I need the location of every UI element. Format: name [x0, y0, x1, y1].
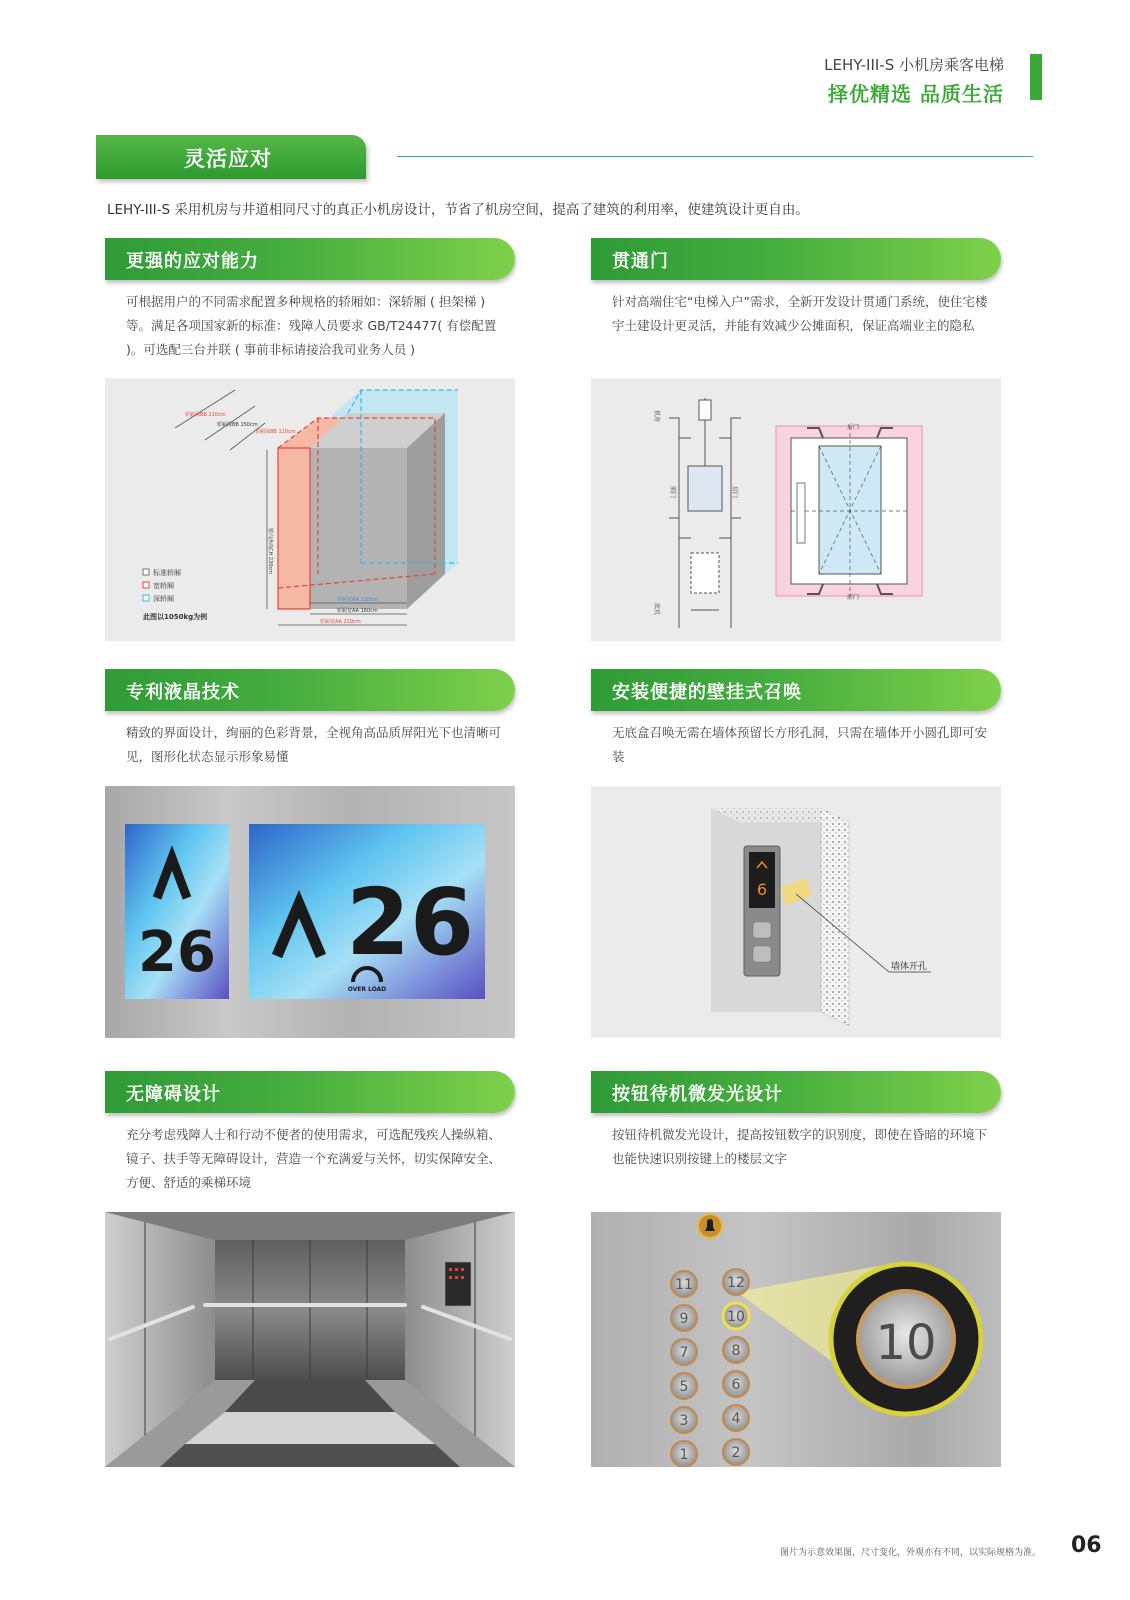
diagram-note: 此图以1050kg为例	[143, 613, 208, 621]
section-rear-label: 后门	[731, 486, 738, 499]
wall-call-diagram	[591, 786, 1001, 1038]
feature-header-wall-call	[591, 669, 1001, 711]
call-panel-floor: 6	[756, 880, 768, 899]
feature-title: 无障碍设计	[126, 1084, 221, 1105]
plan-front-label: 前门	[847, 594, 860, 601]
lcd-display-photo	[105, 786, 515, 1038]
call-up-button	[753, 922, 771, 938]
feature-title: 更强的应对能力	[126, 251, 259, 272]
legend-deep: 深轿厢	[153, 595, 174, 603]
floor-button-label: 5	[679, 1379, 689, 1395]
wide-width-label: 轿厢宽AA 210cm	[320, 619, 361, 625]
feature-desc-wall-call: 无底盒召唤无需在墙体预留长方形孔洞，只需在墙体开小圆孔即可安装	[612, 725, 988, 764]
legend-deep-swatch	[143, 595, 149, 601]
feature-desc-capability: 可根据用户的不同需求配置多种规格的轿厢如：深轿厢 ( 担架梯 ) 等。满足各项国家新的标准：残障人员要求 GB/T24477( 有偿配置 )。可选配三台并联 ( 事前非标请接洽我司业务人员 )	[126, 294, 497, 357]
brochure-slogan: 择优精选 品质生活	[828, 82, 1004, 106]
std-width-label: 轿厢宽AA 110cm	[337, 597, 378, 603]
feature-title: 贯通门	[612, 251, 669, 272]
header-accent-bar	[1030, 54, 1042, 100]
floor-button-label: 3	[679, 1413, 689, 1429]
zoomed-button-label: 10	[875, 1315, 937, 1371]
section-title: 灵活应对	[184, 147, 272, 171]
wall-hole-label: 墙体开孔	[891, 962, 928, 972]
section-front-label: 前门	[669, 486, 676, 499]
feature-desc-lcd: 精致的界面设计，绚丽的色彩背景，全视角高品质屏阳光下也清晰可见，图形化状态显示形象易懂	[126, 725, 502, 764]
car-size-diagram	[105, 378, 515, 641]
floor-button-label: 12	[727, 1275, 745, 1291]
floor-button-label: 4	[731, 1411, 741, 1427]
feature-desc-button-glow: 按钮待机微发光设计，提高按钮数字的识别度，即使在昏暗的环境下也能快速识别按键上的楼层文字	[612, 1127, 988, 1166]
feature-title: 按钮待机微发光设计	[612, 1084, 783, 1105]
floor-button-label: 7	[679, 1345, 689, 1361]
floor-button-label: 8	[731, 1343, 741, 1359]
height-label: 轿内净高CH 230cm	[267, 528, 273, 575]
legend-std-swatch	[143, 569, 149, 575]
page-number: 06	[1071, 1533, 1102, 1558]
floor-button-label: 1	[679, 1447, 689, 1463]
feature-header-button-glow	[591, 1071, 1001, 1113]
feature-title: 安装便捷的壁挂式召唤	[612, 682, 802, 703]
feature-desc-accessible: 充分考虑残障人士和行动不便者的使用需求，可选配残疾人操纵箱、镜子、扶手等无障碍设计，营造一个充满爱与关怀，切实保障安全、方便、舒适的乘梯环境	[126, 1127, 502, 1190]
section-title-tab	[96, 135, 366, 179]
feature-title: 专利液晶技术	[126, 682, 240, 703]
accessible-car-photo	[105, 1212, 515, 1467]
std-depth-label: 轿厢深BB 150cm	[217, 422, 258, 428]
feature-header-capability	[105, 238, 515, 280]
floor-button-label: 10	[727, 1309, 745, 1325]
lcd-floor-large: 26	[345, 869, 475, 976]
footer-disclaimer: 图片为示意效果图，尺寸变化，外观亦有不同，以实际规格为准。	[780, 1548, 1042, 1558]
section-intro: LEHY-III-S 采用机房与井道相同尺寸的真正小机房设计，节省了机房空间，提高了建筑的利用率，使建筑设计更自由。	[107, 202, 809, 218]
legend-wide-swatch	[143, 582, 149, 588]
legend-wide: 宽轿厢	[153, 582, 174, 590]
plan-rear-label: 后门	[847, 424, 860, 431]
legend-std: 标准轿厢	[153, 569, 181, 577]
section-pit-label: 底坑	[653, 603, 660, 616]
feature-desc-through-door: 针对高端住宅“电梯入户”需求，全新开发设计贯通门系统，使住宅楼宇土建设计更灵活，并能有效减少公摊面积，保证高端业主的隐私	[612, 294, 988, 333]
floor-button-label: 11	[675, 1277, 693, 1293]
lcd-floor-small: 26	[138, 920, 216, 985]
floor-button-label: 9	[679, 1311, 689, 1327]
section-divider	[397, 156, 1033, 157]
brochure-model: LEHY-III-S 小机房乘客电梯	[824, 56, 1004, 74]
wide-depth-label: 轿厢深BB 110cm	[255, 429, 296, 435]
floor-button-label: 6	[731, 1377, 741, 1393]
floor-button-label: 2	[731, 1445, 741, 1461]
button-glow-photo	[591, 1212, 1001, 1467]
through-door-diagram	[591, 378, 1001, 641]
section-top-label: 机房	[653, 410, 660, 423]
feature-header-accessible	[105, 1071, 515, 1113]
mid-width-label: 轿厢宽AA 160cm	[337, 608, 378, 614]
overload-label: OVER LOAD	[347, 986, 387, 993]
feature-header-lcd	[105, 669, 515, 711]
call-down-button	[753, 946, 771, 962]
deep-depth-label: 轿厢深BB 210cm	[185, 412, 226, 418]
feature-header-through-door	[591, 238, 1001, 280]
